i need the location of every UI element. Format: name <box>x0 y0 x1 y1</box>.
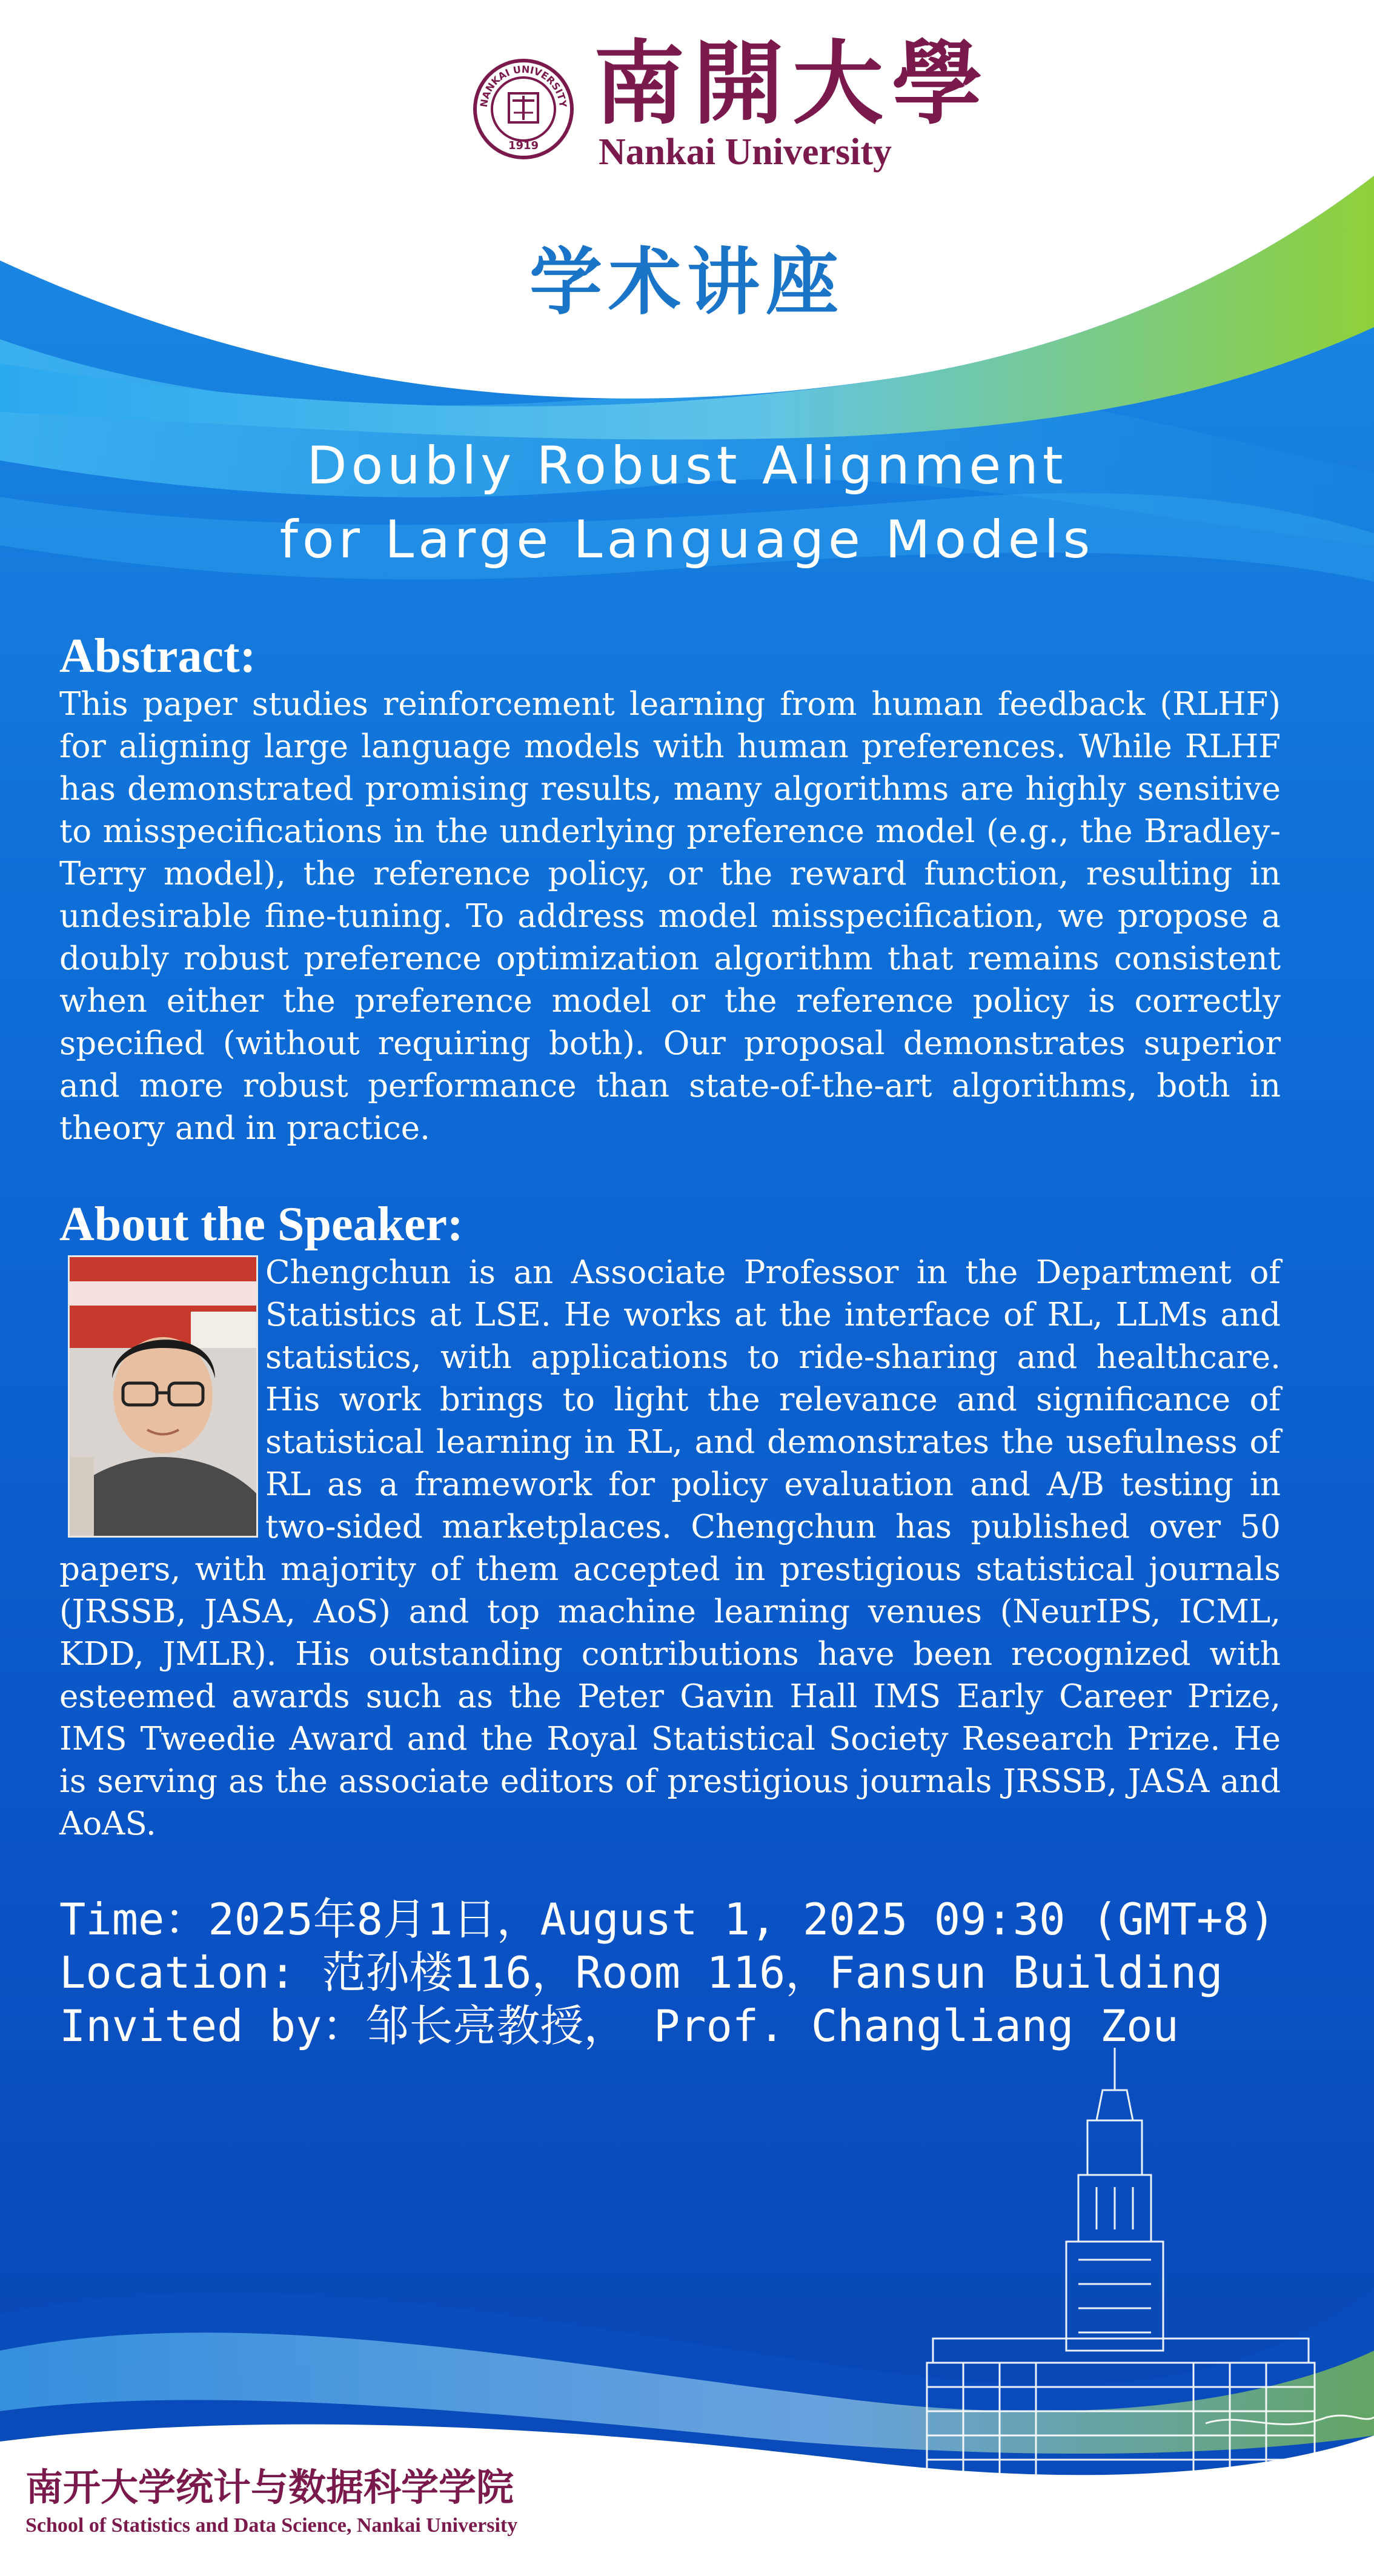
speaker-section <box>59 1252 1281 1845</box>
speaker-bio: Chengchun is an Associate Professor in the Department of Statistics at LSE. He works at the interface of RL, LLMs and statistics, with applications to ride-sharing and healthcare. His work brings to light the relevance and significance of statistical learning in RL, and demonstrates the usefulness of RL as a framework for policy evaluation and A/B testing in two-sided marketplaces. Chengchun has published over 50 papers, with majority of them accepted in prestigious statistical journals (JRSSB, JASA, AoS) and top machine learning venues (NeurIPS, ICML, KDD, JMLR). His outstanding contributions have been recognized with esteemed awards such as the Peter Gavin Hall IMS Early Career Prize, IMS Tweedie Award and the Royal Statistical Society Research Prize. He is serving as the associate editors of prestigious journals JRSSB, JASA and AoAS. <box>59 1254 1281 1842</box>
abstract-text: This paper studies reinforcement learning from human feedback (RLHF) for aligning large language models with human preferences. While RLHF has demonstrated promising results, many algorithms are highly sensitive to misspecifications in the underlying preference model (e.g., the Bradley-Terry model), the reference policy, or the reward function, resulting in undesirable fine-tuning. To address model misspecification, we propose a doubly robust preference optimization algorithm that remains consistent when either the preference model or the reference policy is correctly specified (without requiring both). Our proposal demonstrates superior and more robust performance than state-of-the-art algorithms, both in theory and in practice. <box>59 686 1281 1147</box>
event-location: Location: 范孙楼116，Room 116，Fansun Building <box>59 1947 1223 1998</box>
speaker-portrait-icon <box>70 1257 256 1536</box>
event-time: Time：2025年8月1日，August 1, 2025 09:30 (GMT+8) <box>59 1894 1276 1945</box>
event-invited-by: Invited by：邹长亮教授， Prof. Changliang Zou <box>59 2000 1179 2051</box>
speaker-heading: About the Speaker: <box>59 1198 463 1251</box>
building-sketch-illustration <box>782 2048 1374 2576</box>
university-name-en: Nankai University <box>599 131 892 173</box>
seal-text: NANKAI UNIVERSITY <box>477 63 569 108</box>
seal-year: 1919 <box>508 139 539 152</box>
talk-title <box>0 429 1374 577</box>
abstract-heading: Abstract: <box>59 629 256 683</box>
speaker-photo <box>68 1255 258 1538</box>
talk-title-line-2: for Large Language Models <box>279 510 1095 570</box>
school-name-cn: 南开大学统计与数据科学学院 <box>25 2465 514 2509</box>
lecture-label: 学术讲座 <box>529 241 845 325</box>
talk-title-line-1: Doubly Robust Alignment <box>307 436 1067 496</box>
event-details <box>59 1893 1275 2053</box>
university-name-cn: 南開大學 <box>594 30 992 137</box>
university-seal-icon <box>473 58 574 160</box>
university-logo <box>473 29 992 174</box>
school-name-en: School of Statistics and Data Science, Nankai University <box>25 2514 518 2537</box>
